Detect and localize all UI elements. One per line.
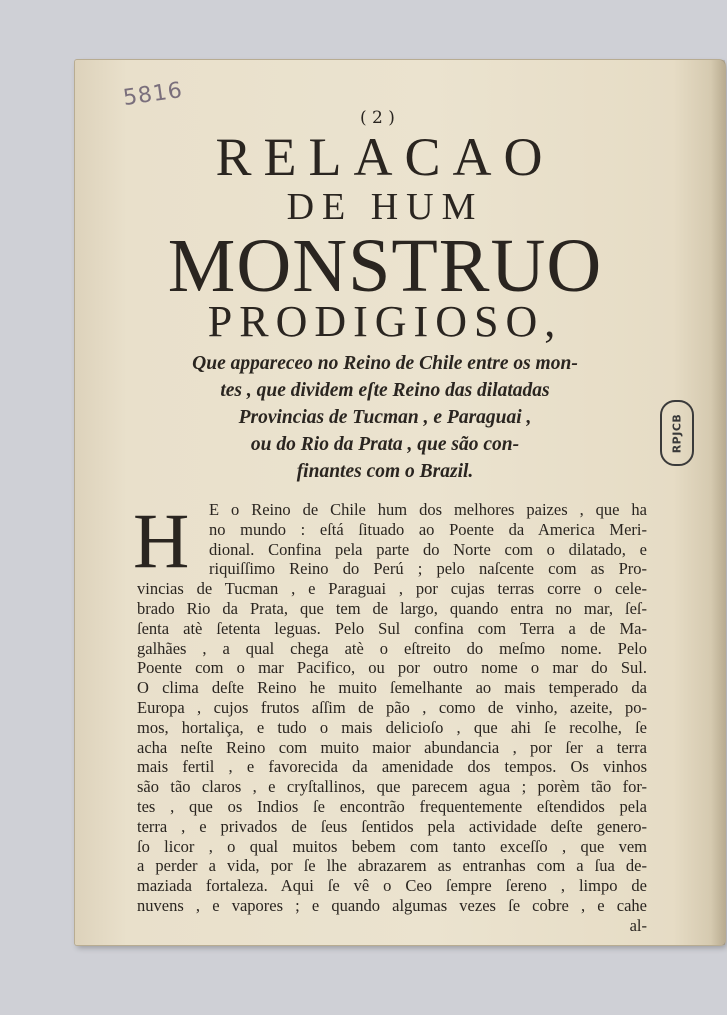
body-line: galhães , a qual chega atè o eſtreito do meſmo nome. Pelo (137, 638, 647, 658)
stamp-text: RPJCB (670, 413, 684, 453)
subtitle (115, 350, 655, 485)
body-line: E o Reino de Chile hum dos melhores paizes , que ha (209, 500, 647, 519)
subtitle-line: Que appareceo no Reino de Chile entre os mon- (192, 353, 578, 374)
body-line: ſenta atè ſetenta leguas. Pelo Sul confina com Terra a de Ma- (137, 618, 647, 638)
title-line-2: DE HUM (286, 186, 484, 228)
drop-cap: H (133, 497, 190, 584)
subtitle-line: ou do Rio da Prata , que são con- (250, 434, 520, 455)
body-line: terra , e privados de ſeus ſentidos pela actividade deſte genero- (137, 816, 647, 836)
body-line: mos, hortaliça, e tudo o mais delicioſo , que ahi ſe recolhe, ſe (137, 717, 647, 737)
body-line: maziada fortaleza. Aqui ſe vê o Ceo ſempre ſereno , limpo de (137, 876, 647, 896)
body-line: Poente com o mar Pacifico, ou por outro nome o mar do Sul. (137, 658, 647, 678)
title-line-3: MONSTRUO (167, 224, 603, 308)
body-line: dional. Confina pela parte do Norte com o dilatado, e (209, 539, 647, 559)
body-line: são tão claros , e cryſtallinos, que parecem agua ; porèm tão for- (137, 777, 647, 797)
body-line: vincias de Tucman , e Paraguai , por cujas terras corre o cele- (137, 579, 647, 599)
subtitle-line: finantes com o Brazil. (296, 461, 474, 482)
body-line: acha neſte Reino com muito maior abundancia , por ſer a terra (137, 737, 647, 757)
body-line: O clima deſte Reino he muito ſemelhante ao mais temperado da (137, 678, 647, 698)
body-text (137, 500, 647, 936)
body-line: tes , que os Indios ſe encontrão frequentemente eſtendidos pela (137, 796, 647, 816)
body-line: ſo licor , o qual muitos bebem com tanto exceſſo , que vem (137, 836, 647, 856)
document-page (75, 60, 725, 945)
body-line: brado Rio da Prata, que tem de largo, quando entra no mar, ſeſ- (137, 598, 647, 618)
handwritten-catalog-number: 5816 (121, 77, 185, 112)
body-line: a perder a vida, por ſe lhe abrazarem as entranhas com a ſua de- (137, 856, 647, 876)
subtitle-line: Provincias de Tucman , e Paraguai , (238, 407, 532, 428)
title-line-1: RELACAO (215, 127, 555, 187)
title-line-4: PRODIGIOSO, (207, 297, 563, 346)
body-line: Europa , cujos frutos aſſim de pão , como de vinho, azeite, po- (137, 697, 647, 717)
body-line: no mundo : eſtá ſituado ao Poente da America Meri- (209, 519, 647, 539)
body-line: riquiſſimo Reino do Perú ; pelo naſcente com as Pro- (209, 559, 647, 579)
body-line: nuvens , e vapores ; e quando algumas vezes ſe cobre , e cahe (137, 895, 647, 915)
library-stamp (660, 400, 694, 466)
page-number: ( 2 ) (360, 108, 395, 128)
body-line: mais fertil , e favorecida da amenidade dos tempos. Os vinhos (137, 757, 647, 777)
subtitle-line: tes , que dividem eſte Reino das dilatadas (220, 380, 550, 401)
catchword: al- (629, 915, 647, 935)
